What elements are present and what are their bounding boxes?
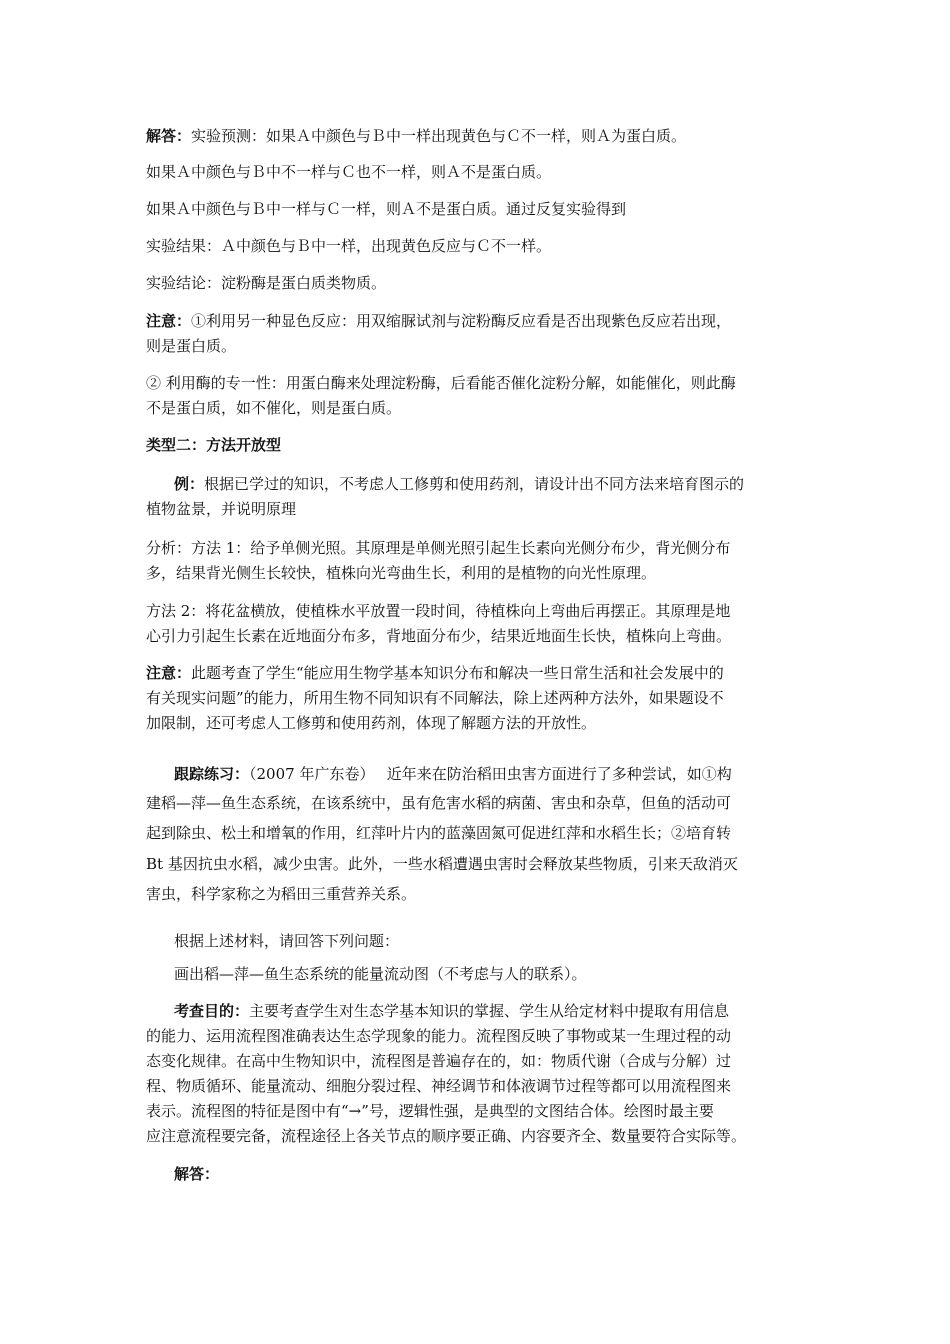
paragraph-line: Bt 基因抗虫水稻，减少虫害。此外，一些水稻遭遇虫害时会释放某些物质，引来天敌消灭 (146, 855, 738, 873)
section-heading: 类型二：方法开放型 (146, 436, 282, 454)
paragraph-line: 害虫，科学家称之为稻田三重营养关系。 (146, 885, 417, 903)
example-paragraph (174, 473, 744, 495)
example-label: 例： (174, 475, 205, 493)
purpose-text: 主要考查学生对生态学基本知识的掌握、学生从给定材料中提取有用信息 (249, 1002, 730, 1020)
note-paragraph (146, 662, 724, 684)
paragraph-line: 起到除虫、松土和增氧的作用，红萍叶片内的蓝藻固氮可促进红萍和水稻生长；②培育转 (146, 824, 732, 842)
answer-label: 解答： (174, 1165, 220, 1183)
note-label: 注意： (146, 664, 192, 682)
paragraph-line: 不是蛋白质，如不催化，则是蛋白质。 (146, 399, 402, 417)
paragraph-line: 则是蛋白质。 (146, 337, 237, 355)
purpose-paragraph (174, 1000, 729, 1022)
paragraph-line: 心引力引起生长素在近地面分布多，背地面分布少，结果近地面生长快，植株向上弯曲。 (146, 627, 732, 645)
paragraph-line: 如果Ａ中颜色与Ｂ中不一样与Ｃ也不一样，则Ａ不是蛋白质。 (146, 163, 552, 181)
paragraph-line: 实验结果：Ａ中颜色与Ｂ中一样，出现黄色反应与Ｃ不一样。 (146, 237, 552, 255)
paragraph-line: 方法 2：将花盆横放，使植株水平放置一段时间，待植株向上弯曲后再摆正。其原理是地 (146, 602, 731, 620)
note-paragraph (146, 310, 731, 332)
paragraph-line: 植物盆景，并说明原理 (146, 500, 297, 518)
paragraph-line: 应注意流程要完备，流程途径上各关节点的顺序要正确、内容要齐全、数量要符合实际等。 (146, 1127, 747, 1145)
tracking-label: 跟踪练习： (174, 765, 250, 783)
paragraph-line: 如果Ａ中颜色与Ｂ中一样与Ｃ一样，则Ａ不是蛋白质。通过反复实验得到 (146, 200, 627, 218)
paragraph-line: 的能力、运用流程图准确表达生态学现象的能力。流程图反映了事物或某一生理过程的动 (146, 1027, 732, 1045)
note-text: 此题考查了学生“能应用生物学基本知识分布和解决一些日常生活和社会发展中的 (191, 664, 724, 682)
paragraph-line: 有关现实问题”的能力，所用生物不同知识有不同解法，除上述两种方法外，如果题设不 (146, 689, 724, 707)
tracking-paragraph (174, 763, 732, 785)
paragraph-line: 态变化规律。在高中生物知识中，流程图是普遍存在的，如：物质代谢（合成与分解）过 (146, 1052, 732, 1070)
paragraph-line: 画出稻—萍—鱼生态系统的能量流动图（不考虑与人的联系）。 (174, 965, 587, 983)
answer-paragraph (146, 125, 686, 147)
paragraph-line: 建稻—萍—鱼生态系统，在该系统中，虽有危害水稻的病菌、害虫和杂草，但鱼的活动可 (146, 794, 732, 812)
purpose-label: 考查目的： (174, 1002, 250, 1020)
answer-label: 解答： (146, 127, 192, 145)
paragraph-line: 程、物质循环、能量流动、细胞分裂过程、神经调节和体液调节过程等都可以用流程图来 (146, 1077, 732, 1095)
answer-text: 实验预测：如果Ａ中颜色与Ｂ中一样出现黄色与Ｃ不一样，则Ａ为蛋白质。 (191, 127, 687, 145)
note-label: 注意： (146, 312, 192, 330)
tracking-text: （2007 年广东卷） 近年来在防治稻田虫害方面进行了多种尝试，如①构 (249, 765, 732, 783)
paragraph-line: 表示。流程图的特征是图中有“→”号，逻辑性强，是典型的文图结合体。绘图时最主要 (146, 1102, 714, 1120)
paragraph-line: 分析：方法 1：给予单侧光照。其原理是单侧光照引起生长素向光侧分布少，背光侧分布 (146, 539, 731, 557)
note-text: ①利用另一种显色反应：用双缩脲试剂与淀粉酶反应看是否出现紫色反应若出现， (191, 312, 732, 330)
example-text: 根据已学过的知识，不考虑人工修剪和使用药剂，请设计出不同方法来培育图示的 (204, 475, 745, 493)
paragraph-line: 多，结果背光侧生长较快，植株向光弯曲生长，利用的是植物的向光性原理。 (146, 564, 657, 582)
paragraph-line: 根据上述材料，请回答下列问题： (174, 932, 400, 950)
paragraph-line: 实验结论：淀粉酶是蛋白质类物质。 (146, 274, 387, 292)
paragraph-line: ② 利用酶的专一性：用蛋白酶来处理淀粉酶，后看能否催化淀粉分解，如能催化，则此酶 (146, 374, 736, 392)
paragraph-line: 加限制，还可考虑人工修剪和使用药剂，体现了解题方法的开放性。 (146, 714, 597, 732)
